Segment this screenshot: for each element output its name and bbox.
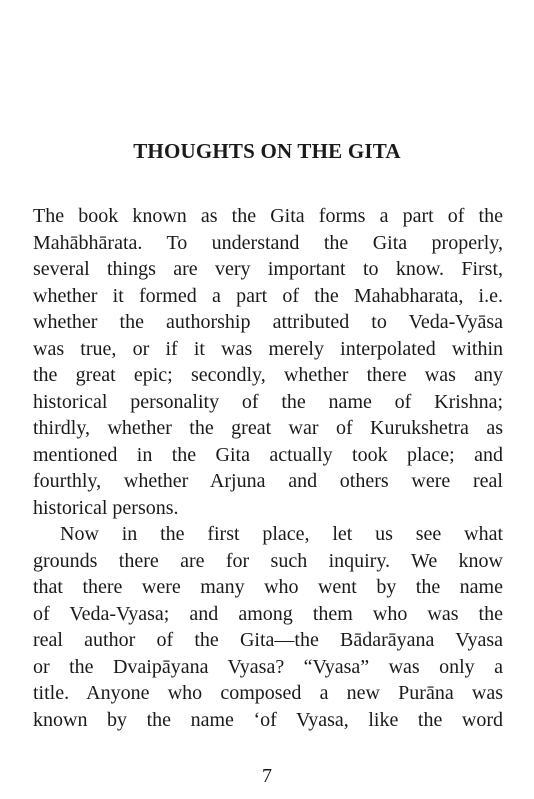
text-line: grounds there are for such inquiry. We know — [33, 549, 503, 572]
text-line: historical persons. — [33, 496, 179, 519]
text-line: Now in the first place, let us see what — [60, 523, 503, 545]
text-line: the great epic; secondly, whether there was any — [33, 364, 503, 386]
text-line: fourthly, whether Arjuna and others were real — [33, 470, 503, 492]
text-line: The book known as the Gita forms a part of the — [33, 205, 503, 227]
page-number: 7 — [262, 765, 272, 787]
text-line: whether it formed a part of the Mahabharata, i.e. — [33, 284, 503, 307]
text-line: several things are very important to know. First, — [33, 258, 503, 280]
text-line: thirdly, whether the great war of Kurukshetra as — [33, 417, 503, 439]
text-line: title. Anyone who composed a new Purāna was — [33, 682, 503, 704]
text-line: of Veda-Vyasa; and among them who was the — [33, 602, 503, 625]
text-line: Mahābhārata. To understand the Gita properly, — [33, 231, 503, 254]
text-line: was true, or if it was merely interpolated within — [33, 337, 503, 360]
text-line: that there were many who went by the name — [33, 576, 503, 598]
text-line: or the Dvaipāyana Vyasa? “Vyasa” was only a — [33, 655, 503, 678]
text-line: mentioned in the Gita actually took place; and — [33, 443, 503, 466]
text-line: real author of the Gita—the Bādarāyana Vyasa — [33, 629, 503, 651]
text-line: whether the authorship attributed to Veda-Vyāsa — [33, 311, 503, 333]
text-line: known by the name ‘of Vyasa, like the word — [33, 708, 503, 731]
text-line: historical personality of the name of Krishna; — [33, 390, 503, 413]
chapter-title: THOUGHTS ON THE GITA — [133, 139, 401, 163]
